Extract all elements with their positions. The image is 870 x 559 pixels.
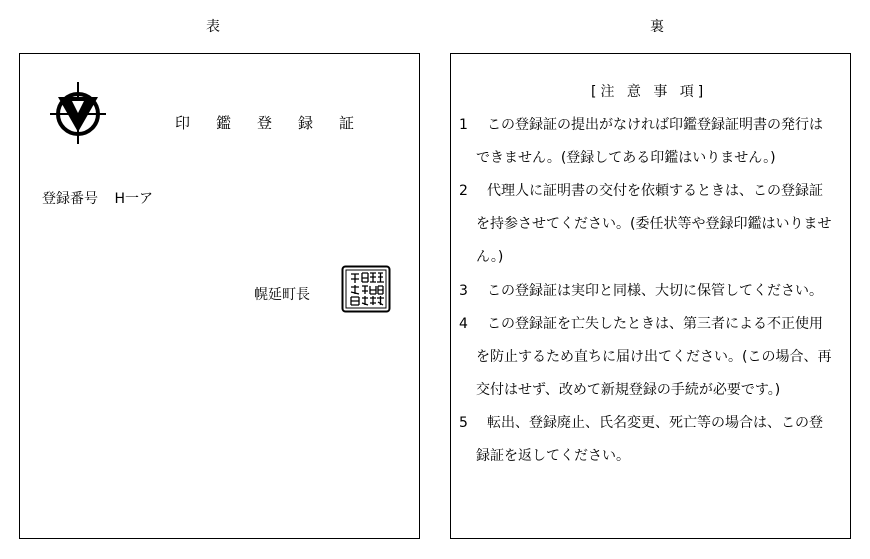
- note-2-line-1: 2 代理人に証明書の交付を依頼するときは、この登録証: [459, 183, 823, 199]
- note-2-line-2: を持参させてください。(委任状等や登録印鑑はいりませ: [476, 216, 832, 232]
- official-seal-icon: [341, 265, 391, 313]
- note-4-line-2: を防止するため直ちに届け出てください。(この場合、再: [476, 349, 832, 365]
- registration-number-row: [42, 188, 153, 208]
- note-4-line-3: 交付はせず、改めて新規登録の手続が必要です。): [476, 382, 781, 398]
- card-front: [19, 53, 420, 539]
- registration-number-label: 登録番号: [42, 191, 98, 207]
- note-4-line-1: 4 この登録証を亡失したときは、第三者による不正使用: [459, 316, 823, 332]
- note-3-line-1: 3 この登録証は実印と同様、大切に保管してください。: [459, 283, 823, 299]
- town-emblem-icon: [50, 80, 106, 146]
- note-5-line-1: 5 転出、登録廃止、氏名変更、死亡等の場合は、この登: [459, 415, 823, 431]
- registration-number-value: H一ア: [114, 191, 153, 207]
- back-side-label: 裏: [650, 19, 664, 35]
- front-side-label: 表: [206, 19, 220, 35]
- card-back: [450, 53, 851, 539]
- note-1-line-2: できません。(登録してある印鑑はいりません。): [476, 150, 776, 166]
- card-title: 印鑑登録証: [175, 114, 381, 132]
- note-2-line-3: ん。): [476, 249, 504, 265]
- mayor-title: 幌延町長: [254, 287, 310, 303]
- note-5-line-2: 録証を返してください。: [476, 448, 630, 464]
- notes-heading: [注 意 事 項]: [591, 84, 708, 100]
- note-1-line-1: 1 この登録証の提出がなければ印鑑登録証明書の発行は: [459, 117, 823, 133]
